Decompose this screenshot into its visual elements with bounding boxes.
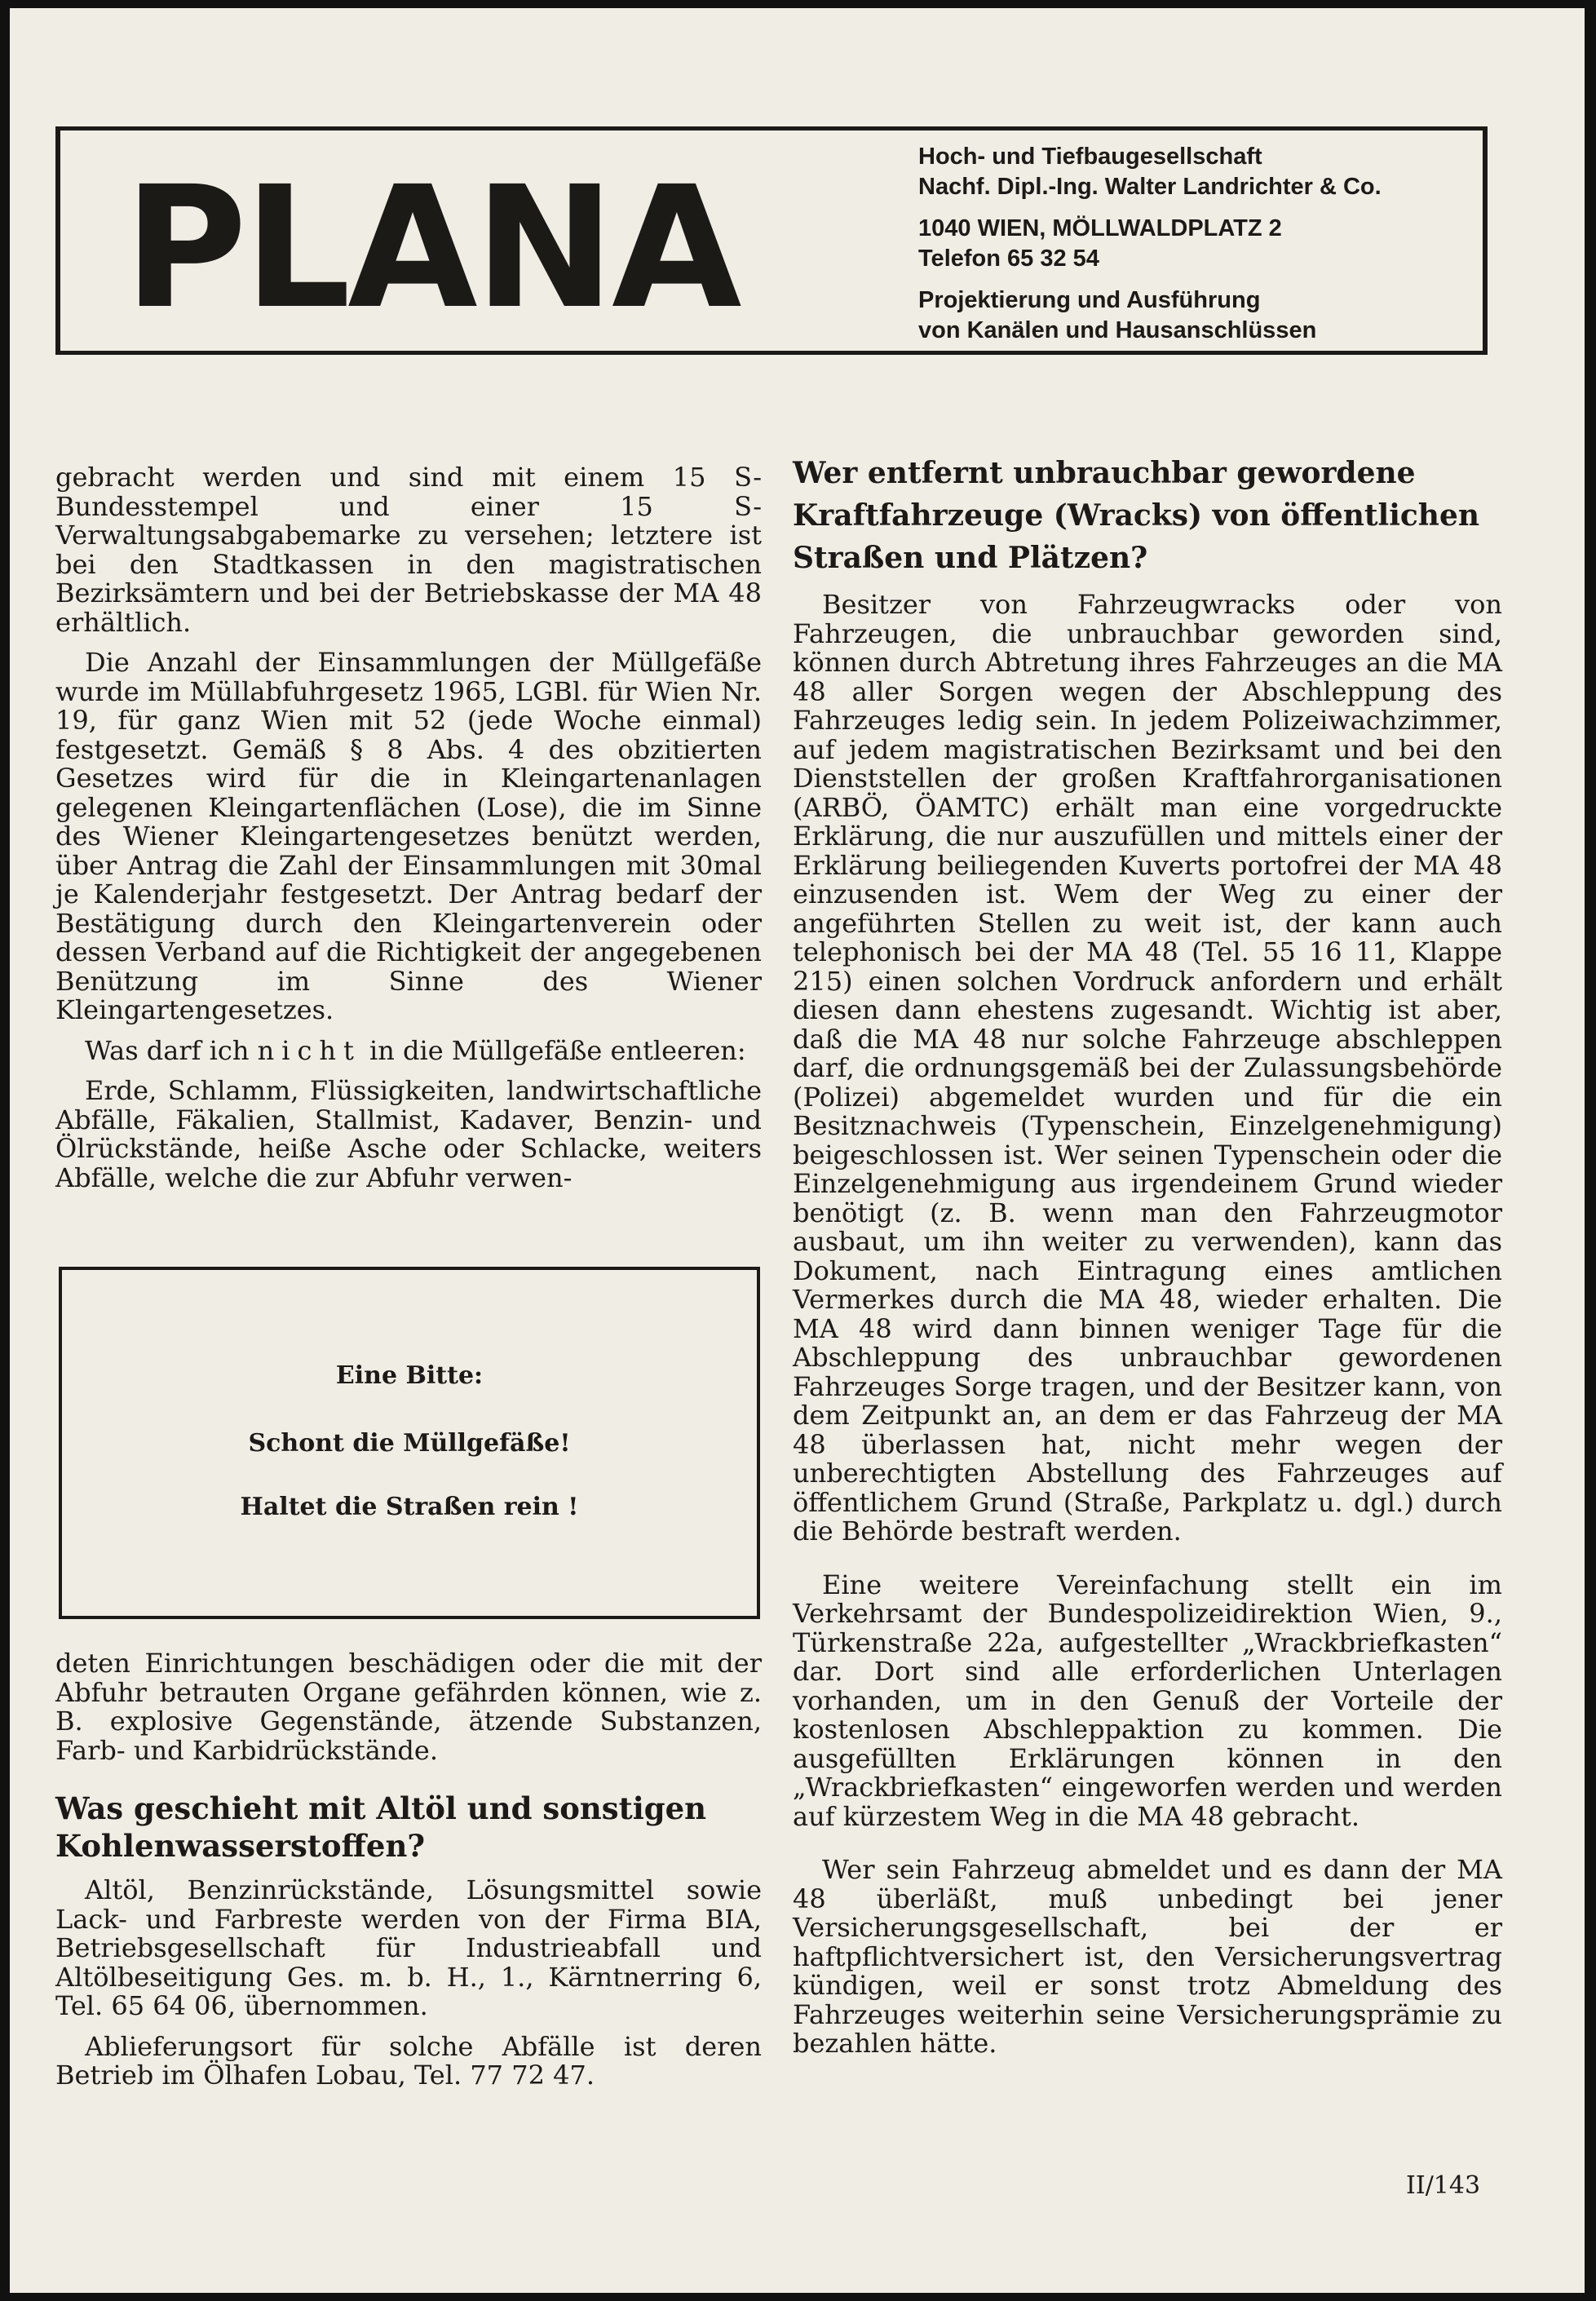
paragraph: Was darf ich nicht in die Müllgefäße entleeren:: [85, 1034, 746, 1066]
right-column: [793, 456, 1502, 2059]
left-column-bottom: [55, 1649, 762, 2091]
paragraph: Eine weitere Vereinfachung stellt ein im Verkehrsamt der Bundespolizeidirektion Wien, 9., Türkenstraße 22a, aufgestellter „Wrackbriefkasten“ dar. Dort sind alle erforderlichen Unterlagen vorhanden, um in den Genuß der Vorteile der kostenlosen Abschleppaktion zu kommen. Die ausgefüllten Erklärungen können in den „Wrackbriefkasten“ eingeworfen werden und werden auf kürzestem Weg in die MA 48 gebracht.: [793, 1569, 1502, 1832]
section-heading: Wer entfernt unbrauchbar gewordene Kraftfahrzeuge (Wracks) von öffentlichen Straßen und Plätzen?: [793, 456, 1480, 575]
notice-title: Eine Bitte:: [335, 1361, 484, 1390]
paragraph: Altöl, Benzinrückstände, Lösungsmittel sowie Lack- und Farbreste werden von der Firma BIA, Betriebsgesellschaft für Industrieabfall und Altölbeseitigung Ges. m. b. H., 1., Kärntnerring 6, Tel. 65 64 06, übernommen.: [55, 1874, 762, 2021]
ad-address: 1040 WIEN, MÖLLWALDPLATZ 2: [918, 215, 1282, 241]
paragraph: deten Einrichtungen beschädigen oder die mit der Abfuhr betrauten Organe gefährden können, wie z. B. explosive Gegenstände, ätzende Substanzen, Farb- und Karbidrückstände.: [55, 1648, 762, 1766]
paragraph: Ablieferungsort für solche Abfälle ist deren Betrieb im Ölhafen Lobau, Tel. 77 72 47.: [55, 2030, 762, 2091]
ad-line: Projektierung und Ausführung: [918, 287, 1261, 313]
emphasis: nicht: [257, 1034, 361, 1066]
left-column-top: [55, 463, 762, 1193]
ad-line: von Kanälen und Hausanschlüssen: [918, 317, 1317, 343]
paragraph: gebracht werden und sind mit einem 15 S-Bundesstempel und einer 15 S-Verwaltungsabgabemarke zu versehen; letztere ist bei den Stadtkassen in den magistratischen Bezirksämtern und bei der Betriebskasse der MA 48 erhältlich.: [55, 462, 762, 638]
notice-line: Schont die Müllgefäße!: [248, 1429, 571, 1458]
section-heading: Was geschieht mit Altöl und sonstigen Kohlenwasserstoffen?: [55, 1790, 707, 1864]
ad-contact-info: [918, 142, 1382, 346]
plana-advertisement: [55, 126, 1488, 355]
plana-logo: PLANA: [124, 150, 739, 346]
paragraph: Erde, Schlamm, Flüssigkeiten, landwirtschaftliche Abfälle, Fäkalien, Stallmist, Kadaver, Benzin- und Ölrückstände, heiße Asche oder Schlacke, weiters Abfälle, welche die zur Abfuhr verwen-: [55, 1075, 762, 1193]
ad-line: Nachf. Dipl.-Ing. Walter Landrichter & Co.: [918, 174, 1382, 200]
paragraph: Die Anzahl der Einsammlungen der Müllgefäße wurde im Müllabfuhrgesetz 1965, LGBl. für Wien Nr. 19, für ganz Wien mit 52 (jede Woche einmal) festgesetzt. Gemäß § 8 Abs. 4 des obzitierten Gesetzes wird für die in Kleingartenanlagen gelegenen Kleingartenflächen (Lose), die im Sinne des Wiener Kleingartengesetzes benützt werden, über Antrag die Zahl der Einsammlungen mit 30mal je Kalenderjahr festgesetzt. Der Antrag bedarf der Bestätigung durch den Kleingartenverein oder dessen Verband auf die Richtigkeit der angegebenen Benützung im Sinne des Wiener Kleingartengesetzes.: [55, 647, 762, 1025]
ad-phone: Telefon 65 32 54: [918, 246, 1099, 272]
page-number: II/143: [1406, 2171, 1481, 2200]
page: [10, 8, 1585, 2293]
paragraph: Besitzer von Fahrzeugwracks oder von Fahrzeugen, die unbrauchbar geworden sind, können durch Abtretung ihres Fahrzeuges an die MA 48 aller Sorgen wegen der Abschleppung des Fahrzeuges ledig sein. In jedem Polizeiwachzimmer, auf jedem magistratischen Bezirksamt und bei den Dienststellen der großen Kraftfahrorganisationen (ARBÖ, ÖAMTC) erhält man eine vorgedruckte Erklärung, die nur auszufüllen und mittels einer der Erklärung beiliegenden Kuverts portofrei der MA 48 einzusenden ist. Wem der Weg zu einer der angeführten Stellen zu weit ist, der kann auch telephonisch bei der MA 48 (Tel. 55 16 11, Klappe 215) einen solchen Vordruck anfordern und erhält diesen dann ehestens zugesandt. Wichtig ist aber, daß die MA 48 nur solche Fahrzeuge abschleppen darf, die ordnungsgemäß bei der Zulassungsbehörde (Polizei) abgemeldet wurden und für die ein Besitznachweis (Typenschein, Einzelgenehmigung) beigeschlossen ist. Wer seinen Typenschein oder die Einzelgenehmigung aus irgendeinem Grund wieder benötigt (z. B. wenn man den Fahrzeugmotor ausbaut, um ihn weiter zu verwenden), kann das Dokument, nach Eintragung eines amtlichen Vermerkes durch die MA 48, wieder erhalten. Die MA 48 wird dann binnen weniger Tage für die Abschleppung des unbrauchbar gewordenen Fahrzeuges Sorge tragen, und der Besitzer kann, von dem Zeitpunkt an, an dem er das Fahrzeug der MA 48 überlassen hat, nicht mehr wegen der unberechtigten Abstellung des Fahrzeuges auf öffentlichem Grund (Straße, Parkplatz u. dgl.) durch die Behörde bestraft werden.: [793, 589, 1502, 1547]
notice-line: Haltet die Straßen rein !: [240, 1493, 579, 1521]
paragraph: Wer sein Fahrzeug abmeldet und es dann der MA 48 überläßt, muß unbedingt bei jener Versicherungsgesellschaft, bei der er haftpflichtversichert ist, den Versicherungsvertrag kündigen, weil er sonst trotz Abmeldung des Fahrzeuges weiterhin seine Versicherungsprämie zu bezahlen hätte.: [793, 1854, 1502, 2059]
notice-box: [59, 1267, 760, 1619]
ad-line: Hoch- und Tiefbaugesellschaft: [918, 144, 1262, 170]
